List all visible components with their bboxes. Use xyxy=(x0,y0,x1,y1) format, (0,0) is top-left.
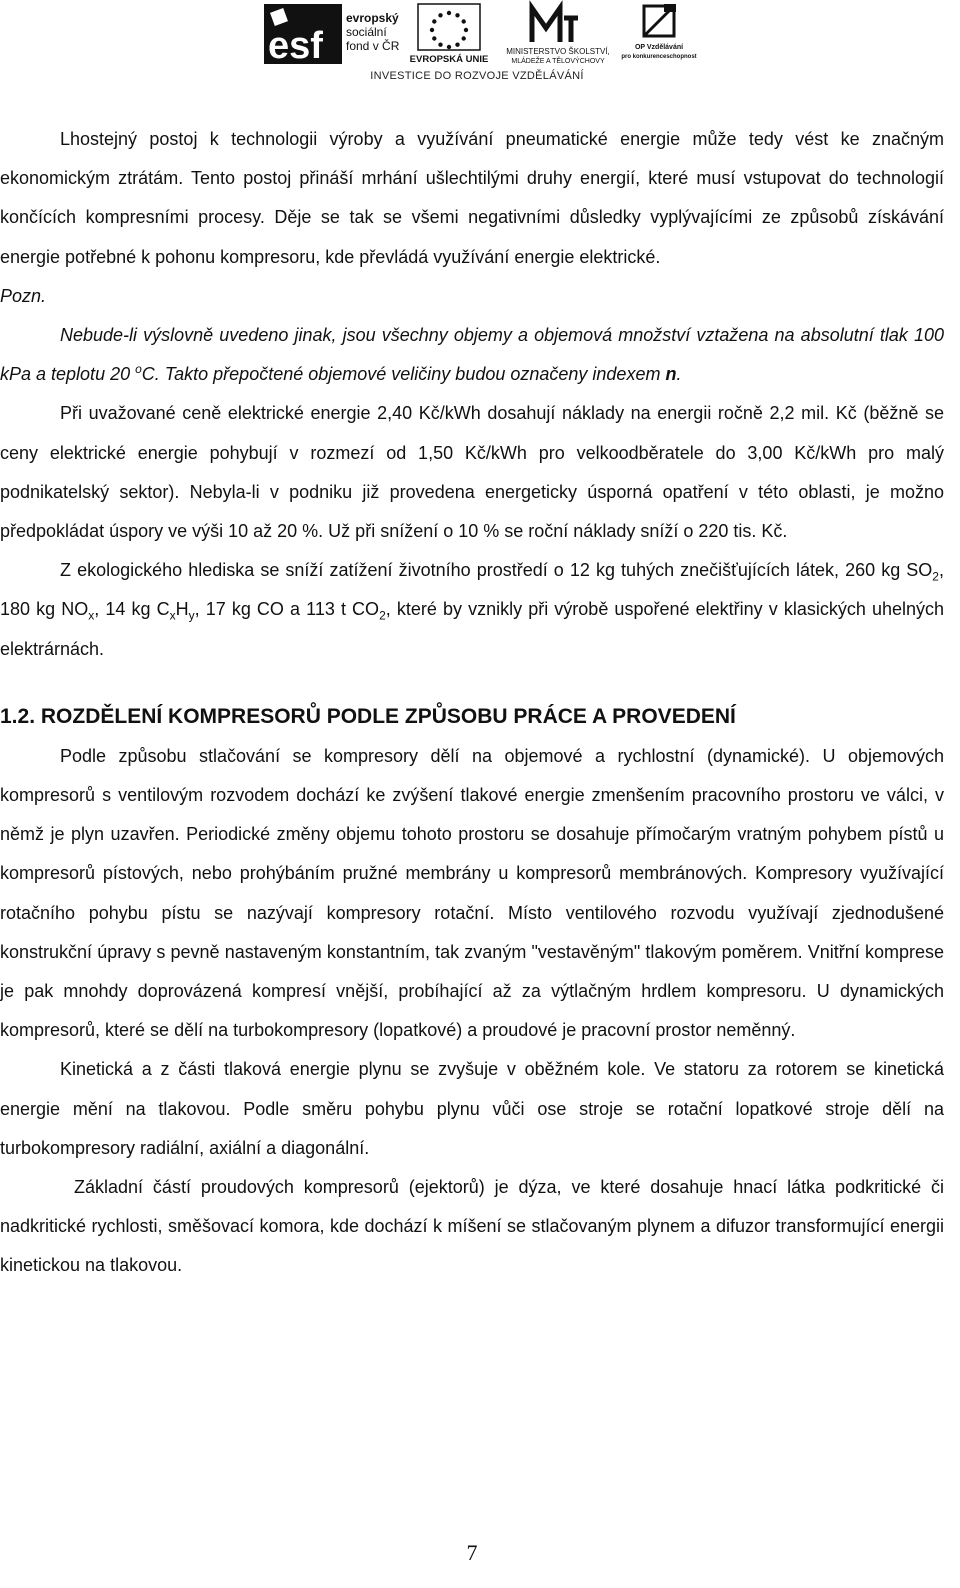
page-number: 7 xyxy=(466,1540,478,1565)
svg-text:MINISTERSTVO ŠKOLSTVÍ,: MINISTERSTVO ŠKOLSTVÍ, xyxy=(506,47,610,56)
svg-text:pro konkurenceschopnost: pro konkurenceschopnost xyxy=(621,54,697,60)
document-body xyxy=(0,120,944,1286)
svg-text:fond v ČR: fond v ČR xyxy=(346,39,400,53)
svg-text:EVROPSKÁ UNIE: EVROPSKÁ UNIE xyxy=(409,54,489,65)
paragraph-ecology: Z ekologického hlediska se sníží zatížení životního prostředí o 12 kg tuhých znečišťujících látek, 260 kg $SO_2$, 180 kg $NO_x$, 14 kg $C_xH_y$, 17 kg CO a 113 t $CO_2$, které by vznikly při výrobě uspořené elektřiny v klasických uhelných elektrárnách. xyxy=(0,560,944,659)
paragraph-division: Podle způsobu stlačování se kompresory dělí na objemové a rychlostní (dynamické). U objemových kompresorů s ventilovým rozvodem dochází ke zvýšení tlakové energie zmenšením pracovního prostoru ve válci, v němž je plyn uzavřen. Periodické změny objemu tohoto prostoru se dosahuje přímočarým vratným pohybem pístů u kompresorů pístových, nebo prohýbáním pružné membrány u kompresorů membránových. Kompresory využívající rotačního pohybu pístu se nazývají kompresory rotační. Místo ventilového rozvodu využívají zjednodušené konstrukční úpravy s pevně nastaveným konstantním, tak zvaným "vestavěným" tlakovým poměrem. Vnitřní komprese je pak mnohdy doprovázená kompresí vnější, probíhající až za výtlačným hrdlem kompresoru. U dynamických kompresorů, které se dělí na turbokompresory (lopatkové) a proudové je pracovní prostor neměnný. xyxy=(0,745,944,1041)
paragraph-ejectors: Základní částí proudových kompresorů (ejektorů) je dýza, ve které dosahuje hnací látka podkritické či nadkritické rychlosti, směšovací komora, kde dochází k míšení se stlačovaným plynem a difuzor transformující energii kinetickou na tlakovou. xyxy=(0,1177,944,1276)
svg-text:evropský: evropský xyxy=(346,11,399,25)
note-label: Pozn. xyxy=(0,285,47,306)
paragraph-1: Lhostejný postoj k technologii výroby a využívání pneumatické energie může tedy vést ke značným ekonomickým ztrátám. Tento postoj přináší mrhání ušlechtilými druhy energií, které musí vstupovat do technologií končících kompresními procesy. Děje se tak se všemi negativními důsledky vyplývajícími ze způsobů získávání energie potřebné k pohonu kompresoru, kde převládá využívání energie elektrické. xyxy=(0,129,944,267)
svg-text:MLÁDEŽE A TĚLOVÝCHOVY: MLÁDEŽE A TĚLOVÝCHOVY xyxy=(511,58,605,65)
svg-text:sociální: sociální xyxy=(346,25,387,39)
esf-logo xyxy=(262,2,400,67)
paragraph-kinetic: Kinetická a z části tlaková energie plynu se zvyšuje v oběžném kole. Ve statoru za rotorem se kinetická energie mění na tlakovou. Podle směru pohybu plynu vůči ose stroje se rotační lopatkové stroje dělí na turbokompresory radiální, axiální a diagonální. xyxy=(0,1059,944,1158)
investice-caption: INVESTICE DO ROZVOJE VZDĚLÁVÁNÍ xyxy=(370,70,584,82)
header-logos xyxy=(262,2,697,86)
op-vzdelavani-logo xyxy=(620,2,698,66)
svg-text:OP Vzdělávání: OP Vzdělávání xyxy=(634,44,684,51)
paragraph-costs: Při uvažované ceně elektrické energie 2,40 Kč/kWh dosahují náklady na energii ročně 2,2 mil. Kč (běžně se ceny elektrické energie pohybují v rozmezí od 1,50 Kč/kWh pro velkoodběratele do 3,00 Kč/kWh pro malý podnikatelský sektor). Nebyla-li v podniku již provedena energeticky úsporná opatření v této oblasti, je možno předpokládat úspory ve výši 10 až 20 %. Už při snížení o 10 % se roční náklady sníží o 220 tis. Kč. xyxy=(0,403,944,542)
svg-text:esf: esf xyxy=(268,25,323,67)
msmt-logo xyxy=(502,2,614,66)
eu-flag-logo xyxy=(404,2,494,66)
note-paragraph: Nebude-li výslovně uvedeno jinak, jsou všechny objemy a objemová množství vztažena na absolutní tlak 100 kPa a teplotu 20 $^o$C. Takto přepočtené objemové veličiny budou označeny indexem n. xyxy=(0,325,944,385)
section-heading: 1.2. ROZDĚLENÍ KOMPRESORŮ PODLE ZPŮSOBU PRÁCE A PROVEDENÍ xyxy=(0,704,736,728)
